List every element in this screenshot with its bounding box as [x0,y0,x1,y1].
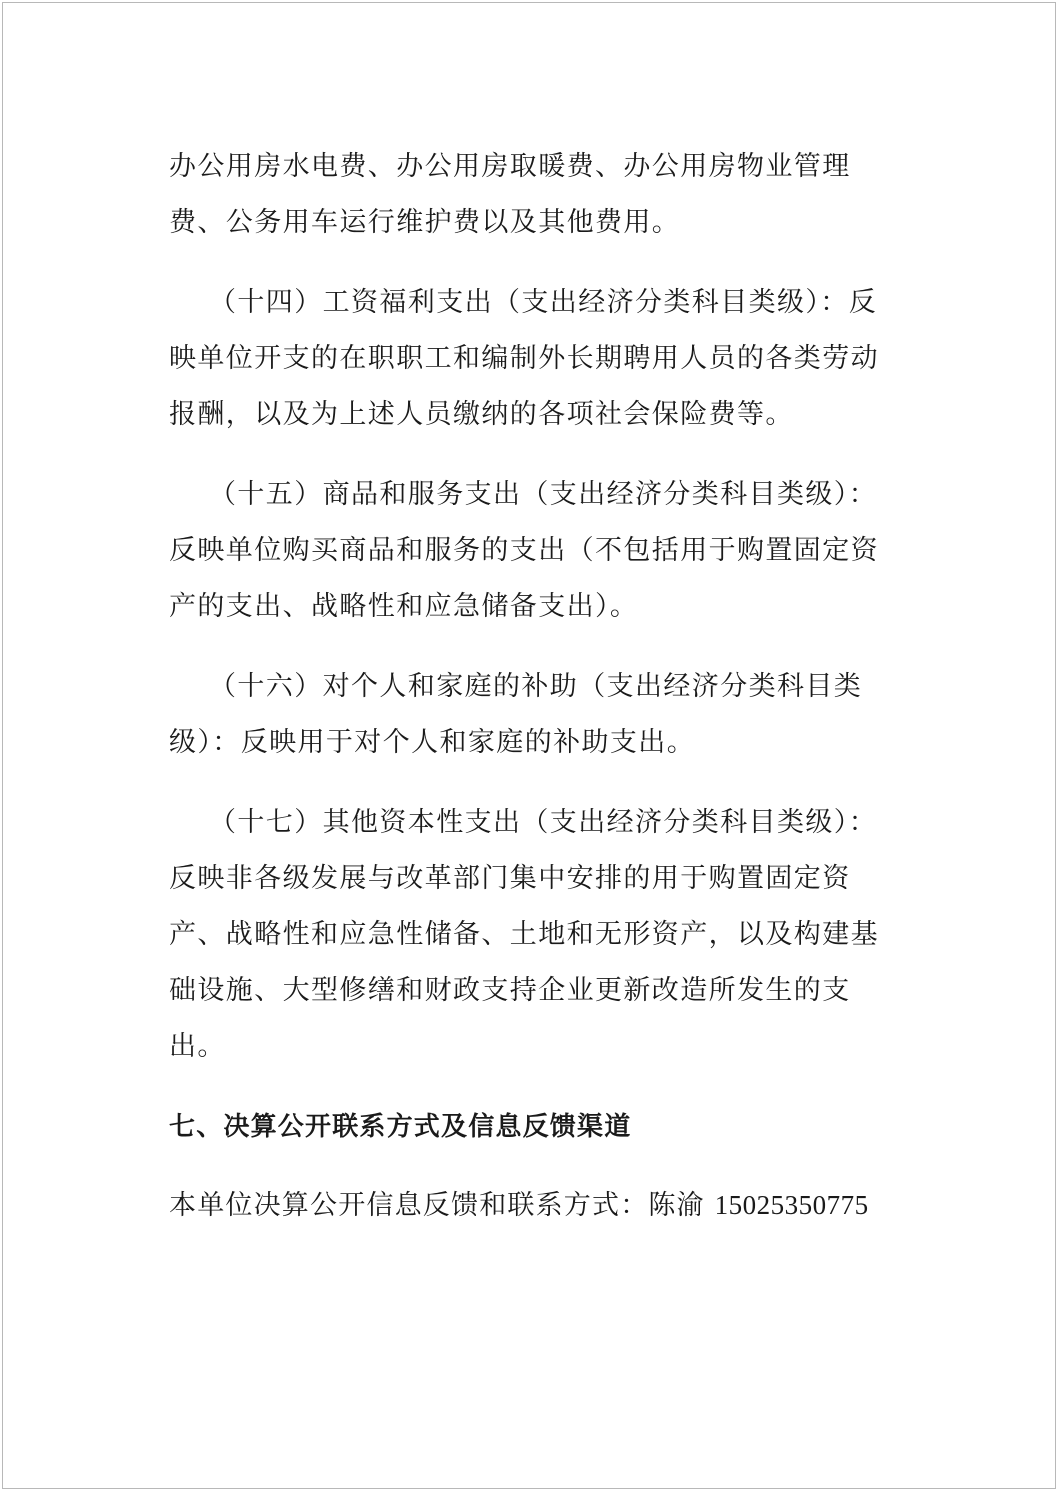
text-line: （十六）对个人和家庭的补助（支出经济分类科目类 [209,671,863,702]
contact-phone: 15025350775 [714,1190,869,1220]
text-line: （十五）商品和服务支出（支出经济分类科目类级）： [209,479,878,510]
document-page [2,2,1056,1489]
text-line: 础设施、大型修缮和财政支持企业更新改造所发生的支 [169,975,851,1006]
contact-line [169,1177,889,1234]
paragraph-goods-services [169,467,889,635]
text-line: （十七）其他资本性支出（支出经济分类科目类级）： [209,807,878,838]
text-line: 反映非各级发展与改革部门集中安排的用于购置固定资 [169,863,851,894]
text-line: （十四）工资福利支出（支出经济分类科目类级）：反 [209,287,878,318]
paragraph-capital-expenditure [169,795,889,1075]
paragraph-office-expenses [169,139,889,251]
text-line: 反映单位购买商品和服务的支出（不包括用于购置固定资 [169,535,879,566]
text-line: 产的支出、战略性和应急储备支出）。 [169,591,639,622]
text-line: 映单位开支的在职职工和编制外长期聘用人员的各类劳动 [169,343,879,374]
text-line: 产、战略性和应急性储备、土地和无形资产，以及构建基 [169,919,879,950]
text-line: 办公用房水电费、办公用房取暖费、办公用房物业管理 [169,151,851,182]
paragraph-household-subsidy [169,659,889,771]
paragraph-wage-welfare [169,275,889,443]
contact-name: 陈渝 [648,1190,705,1221]
section-heading: 七、决算公开联系方式及信息反馈渠道 [169,1112,632,1142]
contact-label: 本单位决算公开信息反馈和联系方式： [169,1190,649,1221]
text-line: 出。 [169,1031,226,1062]
text-line: 费、公务用车运行维护费以及其他费用。 [169,207,681,238]
text-line: 报酬，以及为上述人员缴纳的各项社会保险费等。 [169,399,794,430]
document-body [169,139,889,1234]
text-line: 级）：反映用于对个人和家庭的补助支出。 [169,727,696,758]
